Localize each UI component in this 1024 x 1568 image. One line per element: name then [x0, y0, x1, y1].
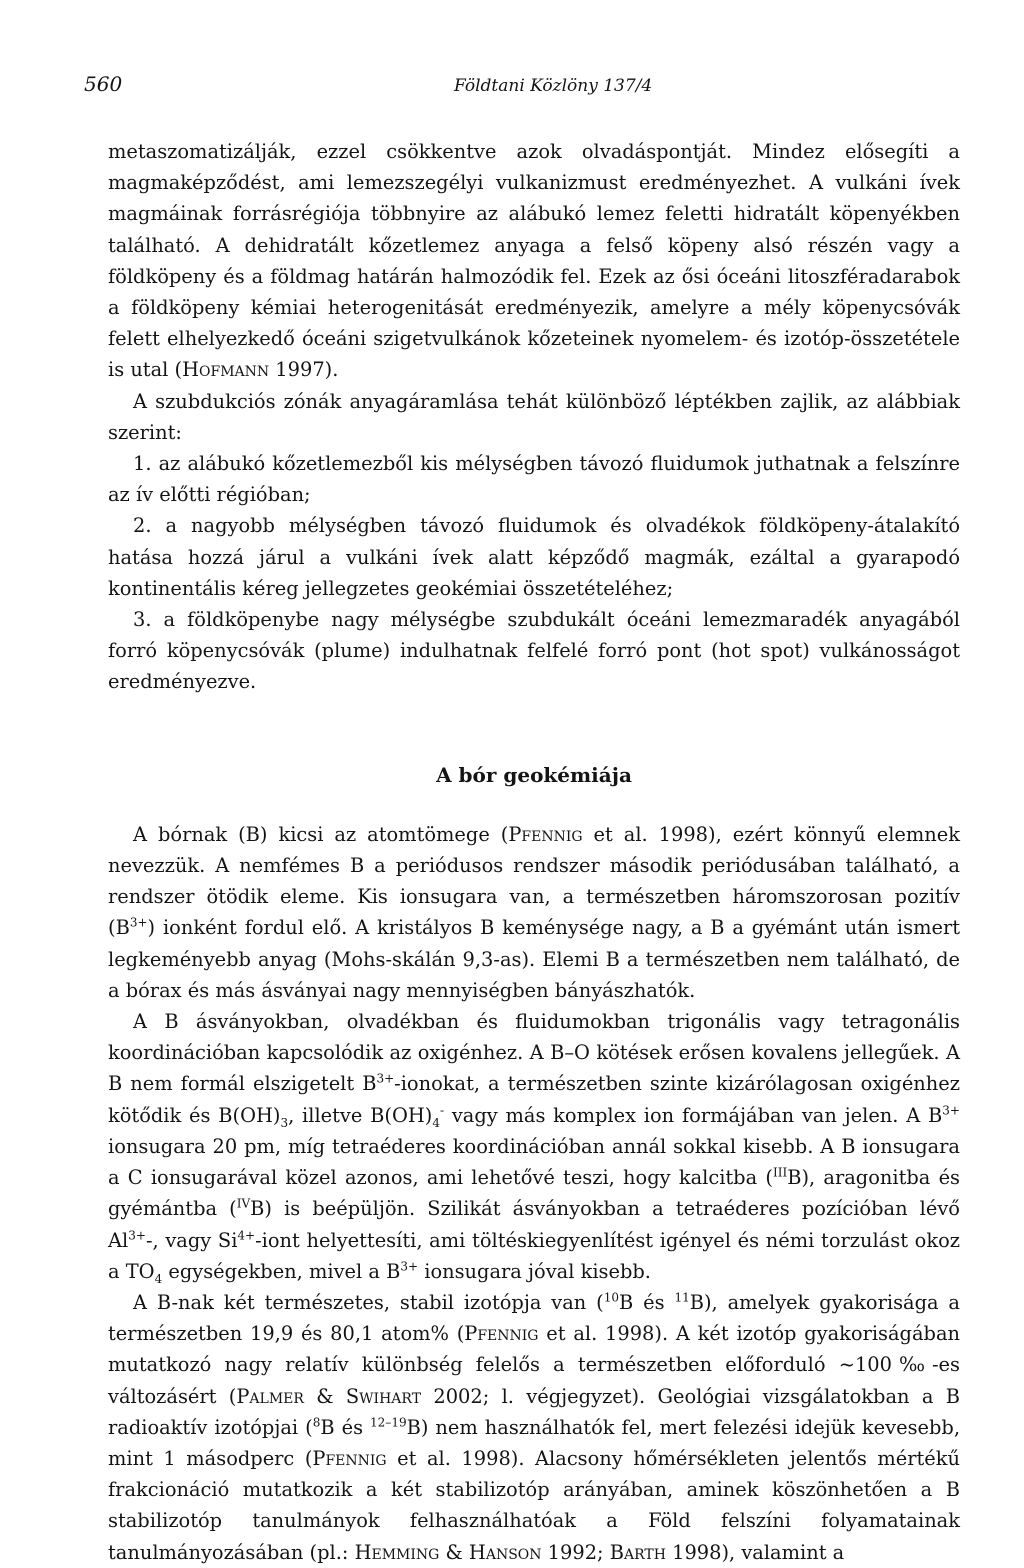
reference: Pfennig	[508, 822, 583, 846]
list-item: 1. az alábukó kőzetlemezből kis mélységben távozó fluidumok juthatnak a felszínre az ív előtti régióban;	[108, 452, 960, 507]
reference: Pfennig	[312, 1446, 387, 1470]
list-item: 3. a földköpenybe nagy mélységbe szubdukált óceáni lemezmaradék anyagából forró köpenycsóvák (plume) indulhatnak felfelé forró pont (hot spot) vulkánosságot eredményezve.	[108, 608, 960, 694]
reference: Hofmann	[182, 358, 270, 382]
journal-title: Földtani Közlöny 137/4	[454, 76, 653, 96]
running-head	[84, 72, 940, 102]
paragraph-2: A szubdukciós zónák anyagáramlása tehát különböző léptékben zajlik, az alábbiak szerint:	[108, 389, 960, 444]
paragraph-3: A bórnak (B) kicsi az atomtömege (Pfennig et al. 1998), ezért könnyű elemnek nevezzük. A nemfémes B a periódusos rendszer második periódusában található, a rendszer ötödik eleme. Kis ionsugara van, a természetben háromszorosan pozitív $(B^{3+})$ ionként fordul elő. A kristályos B keménysége nagy, a B a gyémánt után ismert legkeményebb anyag (Mohs-skálán 9,3-as). Elemi B a természetben nem található, de a bórax és más ásványai nagy mennyiségben bányászhatók.	[108, 822, 960, 1002]
paragraph-4: A B ásványokban, olvadékban és fluidumokban trigonális vagy tetragonális koordinációban kapcsolódik az oxigénhez. A B–O kötések erősen kovalens jellegűek. A B nem formál elszigetelt $B^{3+}$-ionokat, a természetben szinte kizárólagosan oxigénhez kötődik és $B(OH)_3$, illetve $B(OH)_4^-$ vagy más komplex ion formájában van jelen. A $B^{3+}$ ionsugara 20 pm, míg tetraéderes koordinációban annál sokkal kisebb. A B ionsugara a C ionsugarával közel azonos, ami lehetővé teszi, hogy kalcitba ($^{III}$B), aragonitba és gyémántba ($^{IV}$B) is beépüljön. Szilikát ásványokban a tetraéderes pozícióban lévő $Al^{3+}-$, vagy $Si^{4+}$-iont helyettesíti, ami töltéskiegyenlítést igényel és némi torzulást okoz a $TO_4$ egységekben, mivel a $B^{3+}$ ionsugara jóval kisebb.	[108, 1010, 960, 1286]
reference: Hanson	[468, 1540, 542, 1564]
reference: Barth	[609, 1540, 666, 1564]
reference: Pfennig	[464, 1322, 539, 1346]
reference: Swihart	[345, 1384, 422, 1408]
reference: Palmer	[236, 1384, 304, 1408]
section-title: A bór geokémiája	[436, 762, 632, 787]
list-item: 2. a nagyobb mélységben távozó fluidumok és olvadékok földköpeny-átalakító hatása hozzá járul a vulkáni ívek alatt képződő magmák, ezáltal a gyarapodó kontinentális kéreg jellegzetes geokémiai összetételéhez;	[108, 514, 960, 600]
article-body	[108, 136, 960, 1568]
page-number: 560	[84, 72, 123, 96]
paragraph-5: A B-nak két természetes, stabil izotópja van ($^{10}$B és $^{11}$B), amelyek gyakorisága a természetben 19,9 és 80,1 atom% (Pfennig et al. 1998). A két izotóp gyakoriságában mutatkozó nagy relatív különbség felelős a természetben előforduló ~100‰-es változásért (Palmer & Swihart 2002; l. végjegyzet). Geológiai vizsgálatokban a B radioaktív izotópjai ($^8$B és $^{12-19}$B) nem használhatók fel, mert felezési idejük kevesebb, mint 1 másodperc (Pfennig et al. 1998). Alacsony hőmérsékleten jelentős mértékű frakcionáció mutatkozik a két stabilizotóp arányában, aminek köszönhetően a B stabilizotóp tanulmányok felhasználhatóak a Föld felszíni folyamatainak tanulmányozásában (pl.: Hemming & Hanson 1992; Barth 1998), valamint a	[108, 1290, 960, 1564]
paragraph-1: metaszomatizálják, ezzel csökkentve azok olvadáspontját. Mindez elősegíti a magmaképződést, ami lemezszegélyi vulkanizmust eredményezhet. A vulkáni ívek magmáinak forrásrégiója többnyire az alábukó lemez feletti hidratált köpenyékben található. A dehidratált kőzetlemez anyaga a felső köpeny alsó részén vagy a földköpeny és a földmag határán halmozódik fel. Ezek az ősi óceáni litoszféradarabok a földköpeny kémiai heterogenitását eredményezik, amelyre a mély köpenycsóvák felett elhelyezkedő óceáni szigetvulkánok kőzeteinek nyomelem- és izotóp-összetétele is utal (Hofmann 1997).	[108, 140, 960, 382]
reference: Hemming	[354, 1540, 440, 1564]
